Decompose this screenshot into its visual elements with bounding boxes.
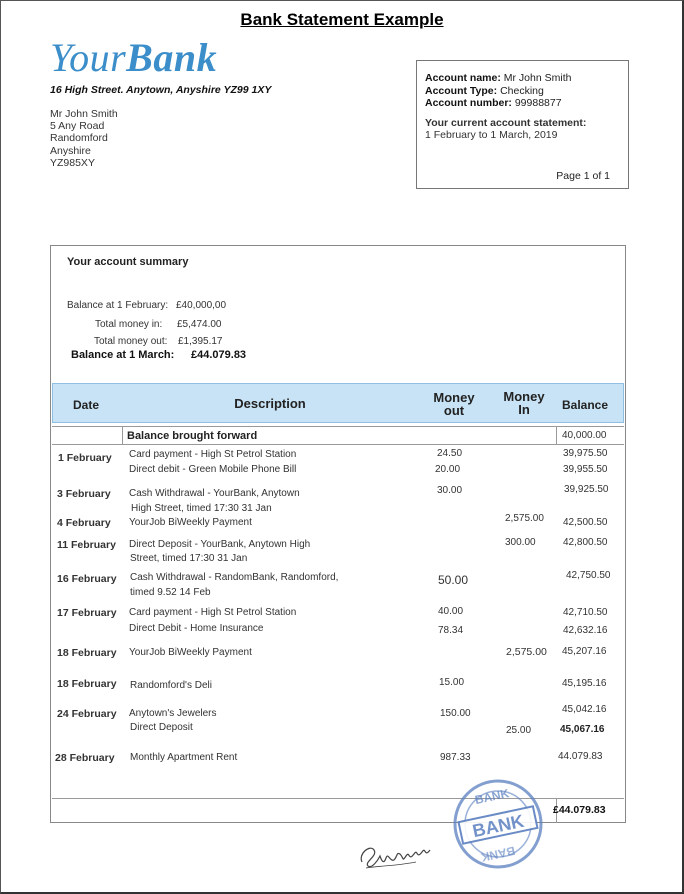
row-date: 18 February <box>57 678 117 690</box>
divider <box>122 426 123 444</box>
summary-in-label: Total money in: <box>95 319 163 330</box>
row-balance: 42,632.16 <box>563 625 608 636</box>
brought-forward-label: Balance brought forward <box>127 430 258 442</box>
svg-text:BANK: BANK <box>470 810 526 842</box>
row-description: Monthly Apartment Rent <box>130 752 238 763</box>
statement-panel <box>50 245 626 823</box>
row-balance: 45,042.16 <box>562 704 607 715</box>
svg-text:BANK: BANK <box>479 843 517 865</box>
row-description: Direct Deposit - YourBank, Anytown High <box>129 539 311 550</box>
row-description: Direct Deposit <box>130 722 193 733</box>
summary-out-value: £1,395.17 <box>178 336 223 347</box>
row-description: Direct debit - Green Mobile Phone Bill <box>129 464 297 475</box>
account-info-box <box>416 60 629 189</box>
row-date: 24 February <box>57 708 117 720</box>
row-description: Anytown's Jewelers <box>129 708 217 719</box>
account-number: Account number: 99988877 <box>425 97 562 109</box>
header-description: Description <box>234 396 306 411</box>
row-date: 16 February <box>57 573 117 585</box>
customer-address <box>50 108 118 169</box>
row-date: 4 February <box>57 517 111 529</box>
row-money-out: 150.00 <box>440 708 471 719</box>
header-date: Date <box>72 398 99 412</box>
account-name: Account name: Mr John Smith <box>425 72 572 84</box>
summary-out-label: Total money out: <box>94 336 168 347</box>
row-money-out: 987.33 <box>440 752 471 763</box>
header-money-out: Money out <box>433 390 475 418</box>
summary-end-label: Balance at 1 March: <box>71 349 175 361</box>
summary-title: Your account summary <box>67 256 189 268</box>
row-balance: 39,925.50 <box>564 484 609 495</box>
row-balance: 42,500.50 <box>563 517 608 528</box>
header-money-in: Money In <box>503 389 545 417</box>
bank-stamp <box>446 778 550 875</box>
row-description: Cash Withdrawal - YourBank, Anytown <box>129 488 300 499</box>
row-description: Street, timed 17:30 31 Jan <box>130 553 248 564</box>
row-balance: 45,207.16 <box>562 646 607 657</box>
row-date: 1 February <box>58 452 112 464</box>
statement-label: Your current account statement: <box>425 116 587 129</box>
row-money-in: 300.00 <box>505 537 536 548</box>
row-money-in: 25.00 <box>506 725 532 736</box>
row-money-out: 20.00 <box>435 464 461 475</box>
row-money-in: 2,575.00 <box>506 646 547 658</box>
row-description: Direct Debit - Home Insurance <box>129 623 264 634</box>
row-balance: 39,955.50 <box>563 464 608 475</box>
row-description: YourJob BiWeekly Payment <box>129 517 252 528</box>
row-money-out: 78.34 <box>438 625 464 636</box>
summary-start-label: Balance at 1 February: <box>67 300 169 311</box>
bank-logo: YourBank <box>50 35 218 80</box>
row-balance: 39,975.50 <box>563 448 608 459</box>
divider <box>556 426 557 444</box>
row-description: Card payment - High St Petrol Station <box>129 607 297 618</box>
row-balance: 44.079.83 <box>558 751 603 762</box>
row-description: YourJob BiWeekly Payment <box>129 647 252 658</box>
customer-name: Mr John Smith <box>50 108 118 120</box>
row-balance: 42,750.50 <box>566 570 611 581</box>
row-money-out: 15.00 <box>439 677 465 688</box>
row-balance: 42,800.50 <box>563 537 608 548</box>
row-balance: 45,067.16 <box>560 724 605 735</box>
summary-end-value: £44.079.83 <box>191 349 247 361</box>
row-description: timed 9.52 14 Feb <box>130 587 211 598</box>
document-title: Bank Statement Example <box>240 10 444 29</box>
row-description: Cash Withdrawal - RandomBank, Randomford, <box>130 572 339 583</box>
signature <box>356 832 436 877</box>
row-balance: 45,195.16 <box>562 678 607 689</box>
brought-forward-value: 40,000.00 <box>562 430 607 441</box>
row-money-out: 30.00 <box>437 485 463 496</box>
customer-town: Randomford <box>50 132 108 145</box>
row-date: 17 February <box>57 607 117 619</box>
row-date: 3 February <box>57 488 111 500</box>
customer-street: 5 Any Road <box>50 120 105 133</box>
header-balance: Balance <box>561 398 609 412</box>
closing-balance: £44.079.83 <box>553 804 606 816</box>
row-description: Randomford's Deli <box>130 680 212 691</box>
row-description: High Street, timed 17:30 31 Jan <box>131 503 272 514</box>
row-balance: 42,710.50 <box>563 607 608 618</box>
row-money-out: 24.50 <box>437 448 463 459</box>
account-type: Account Type: Checking <box>425 84 544 97</box>
summary-in-value: £5,474.00 <box>177 319 222 330</box>
row-money-out: 50.00 <box>438 573 469 587</box>
page-number: Page 1 of 1 <box>556 169 610 182</box>
row-date: 28 February <box>55 752 115 764</box>
svg-text:BANK: BANK <box>473 786 511 808</box>
divider <box>52 444 624 445</box>
row-date: 18 February <box>57 647 117 659</box>
row-money-out: 40.00 <box>438 606 464 617</box>
customer-postcode: YZ985XY <box>50 156 95 169</box>
statement-range: 1 February to 1 March, 2019 <box>425 129 558 141</box>
row-money-in: 2,575.00 <box>505 513 544 524</box>
summary-start-value: £40,000,00 <box>176 300 227 311</box>
bank-address: 16 High Street. Anytown, Anyshire YZ99 1XY <box>50 84 272 96</box>
row-description: Card payment - High St Petrol Station <box>129 449 297 460</box>
divider <box>52 426 624 427</box>
customer-county: Anyshire <box>50 144 91 157</box>
row-date: 11 February <box>57 539 116 551</box>
